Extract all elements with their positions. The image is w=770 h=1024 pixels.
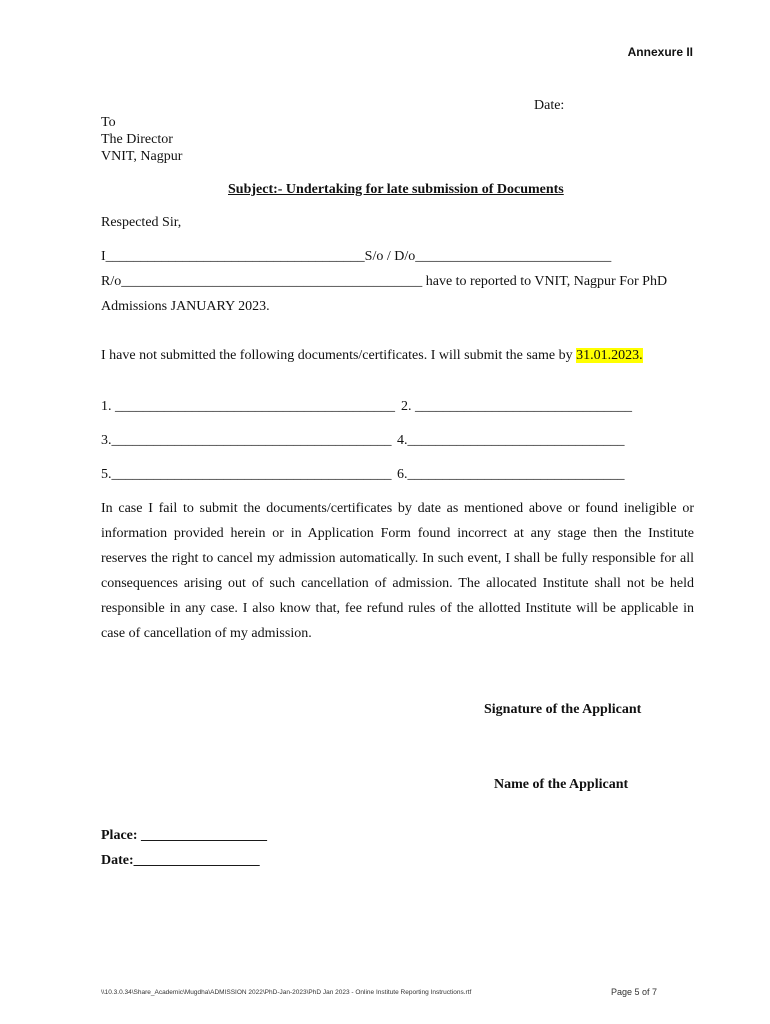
applicant-line <box>101 249 611 265</box>
salutation: Respected Sir, <box>101 215 182 230</box>
signature-label: Signature of the Applicant <box>484 702 642 717</box>
deadline-date: 31.01.2023. <box>576 348 643 363</box>
residence-prefix: R/o <box>101 274 122 289</box>
date-label: Date: <box>534 98 565 113</box>
document-item-5: 5.________________________________________ <box>101 467 392 482</box>
pending-text: I have not submitted the following documents/certificates. I will submit the same by <box>101 348 577 363</box>
applicant-prefix: I <box>101 249 106 264</box>
recipient-institute: VNIT, Nagpur <box>101 149 183 164</box>
recipient-title: The Director <box>101 132 173 147</box>
footer-file-path: \\10.3.0.34\Share_Academic\Mugdha\ADMISSION 2022\PhD-Jan-2023\PhD Jan 2023 - Online Institute Reporting Instructions.rtf <box>101 989 472 996</box>
place-field: Place: __________________ <box>101 828 268 843</box>
document-item-4: 4._______________________________ <box>397 433 625 448</box>
document-item-2: 2. _______________________________ <box>401 399 632 414</box>
document-item-1: 1. ________________________________________ <box>101 399 395 414</box>
residence-blank: ___________________________________________ <box>121 274 423 289</box>
annexure-label: Annexure II <box>627 45 693 59</box>
pending-statement <box>101 348 643 364</box>
recipient-to: To <box>101 115 116 130</box>
name-label: Name of the Applicant <box>494 777 629 792</box>
page-number: Page 5 of 7 <box>611 987 658 997</box>
document-item-6: 6._______________________________ <box>397 467 625 482</box>
relation-label: S/o / D/o <box>364 249 416 264</box>
applicant-name-blank: _____________________________________ <box>105 249 365 264</box>
guardian-name-blank: ____________________________ <box>415 249 612 264</box>
residence-suffix: have to reported to VNIT, Nagpur For PhD <box>422 274 668 289</box>
date-field: Date:__________________ <box>101 853 260 868</box>
subject-line: Subject:- Undertaking for late submission of Documents <box>228 182 564 197</box>
admission-line: Admissions JANUARY 2023. <box>101 299 270 314</box>
document-item-3: 3.________________________________________ <box>101 433 392 448</box>
residence-line <box>101 274 667 290</box>
undertaking-paragraph: In case I fail to submit the documents/certificates by date as mentioned above or found ineligible or information provided herein or in Application Form found incorrect at any stage then the Institute reserves the right to cancel my admission automatically. In such event, I shall be fully responsible for all consequences arising out of such cancellation of admission. The allocated Institute shall not be held responsible in any case. I also know that, fee refund rules of the allotted Institute will be applicable in case of cancellation of my admission. <box>101 501 694 641</box>
